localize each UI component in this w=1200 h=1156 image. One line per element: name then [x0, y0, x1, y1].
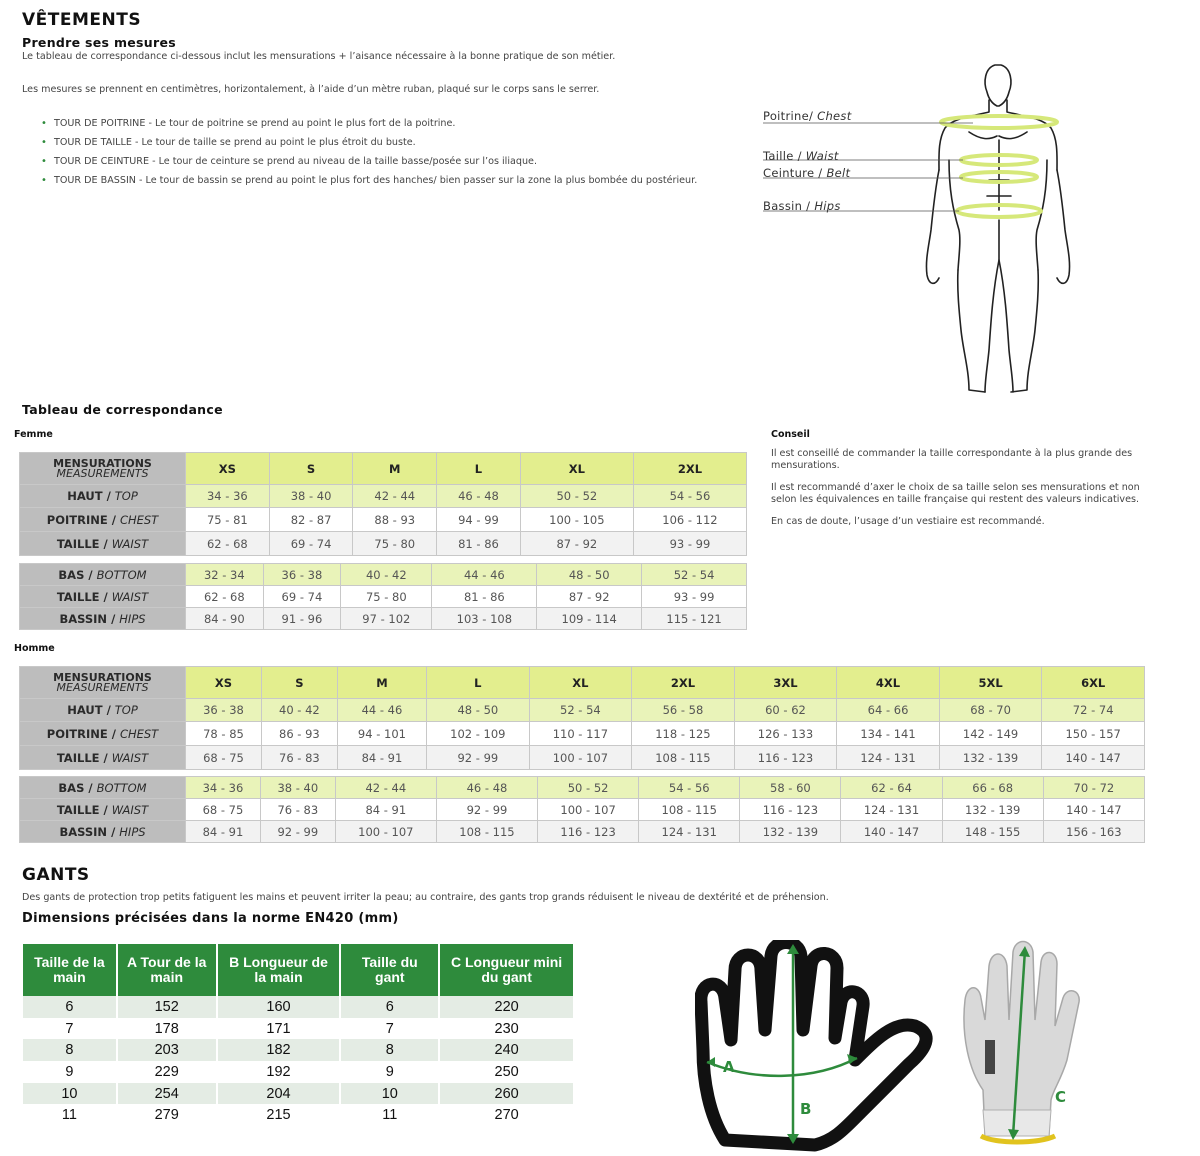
table-cell: 10	[23, 1083, 117, 1105]
table-row	[20, 777, 1145, 799]
table-cell: 178	[117, 1018, 217, 1040]
header-cell: MENSURATIONS MEASUREMENTS	[20, 453, 186, 485]
table-cell: 106 - 112	[633, 508, 746, 532]
row-label: BAS / BOTTOM	[20, 564, 186, 586]
table-cell: 8	[23, 1039, 117, 1061]
table-cell: 42 - 44	[335, 777, 436, 799]
conseil-paragraph: Il est conseillé de commander la taille correspondante à la plus grande des mensurations.	[771, 448, 1133, 471]
table-row	[23, 1018, 574, 1040]
table-cell: 44 - 46	[432, 564, 537, 586]
size-cell: M	[337, 667, 426, 699]
table-cell: 171	[217, 1018, 341, 1040]
table-row	[20, 453, 747, 485]
table-cell: 192	[217, 1061, 341, 1083]
table-cell: 204	[217, 1083, 341, 1105]
table-cell: 108 - 115	[639, 799, 740, 821]
table-cell: 56 - 58	[632, 699, 735, 722]
table-cell: 220	[439, 996, 574, 1018]
table-cell: 230	[439, 1018, 574, 1040]
table-cell: 240	[439, 1039, 574, 1061]
table-cell: 84 - 91	[335, 799, 436, 821]
table-row	[23, 1039, 574, 1061]
table-cell: 81 - 86	[437, 532, 521, 556]
tableau-title: Tableau de correspondance	[22, 402, 223, 417]
table-cell: 142 - 149	[939, 722, 1042, 746]
table-cell: 109 - 114	[537, 608, 642, 630]
table-cell: 36 - 38	[186, 699, 262, 722]
glove-size-table	[23, 944, 575, 1126]
table-cell: 160	[217, 996, 341, 1018]
table-cell: 46 - 48	[436, 777, 537, 799]
table-cell: 48 - 50	[427, 699, 530, 722]
table-cell: 254	[117, 1083, 217, 1105]
size-cell: S	[269, 453, 353, 485]
table-cell: 82 - 87	[269, 508, 353, 532]
table-cell: 62 - 68	[186, 532, 270, 556]
table-row	[20, 485, 747, 508]
homme-top-table	[19, 666, 1145, 770]
waist-label: Taille / Waist	[763, 149, 839, 163]
conseil-paragraph: En cas de doute, l’usage d’un vestiaire est recommandé.	[771, 516, 1045, 527]
table-cell: 270	[439, 1104, 574, 1126]
table-cell: 66 - 68	[942, 777, 1043, 799]
table-cell: 132 - 139	[740, 821, 841, 843]
table-cell: 279	[117, 1104, 217, 1126]
table-cell: 108 - 115	[436, 821, 537, 843]
measure-paragraph: Les mesures se prennent en centimètres, horizontalement, à l’aide d’un mètre ruban, plaqué sur le corps sans le serrer.	[22, 84, 600, 95]
row-label: TAILLE / WAIST	[20, 746, 186, 770]
table-cell: 118 - 125	[632, 722, 735, 746]
homme-label: Homme	[14, 643, 55, 654]
conseil-paragraph: Il est recommandé d’axer le choix de sa taille selon ses mensurations et non selon les équivalences en taille française qui restent des valeurs indicatives.	[771, 482, 1140, 505]
table-cell: 58 - 60	[740, 777, 841, 799]
row-label: POITRINE / CHEST	[20, 722, 186, 746]
table-cell: 68 - 75	[186, 799, 261, 821]
table-cell: 50 - 52	[538, 777, 639, 799]
body-measurement-figure	[763, 60, 1103, 405]
column-header: B Longueur de la main	[217, 944, 341, 996]
table-cell: 93 - 99	[642, 586, 747, 608]
table-cell: 124 - 131	[837, 746, 940, 770]
size-cell: L	[427, 667, 530, 699]
size-cell: 4XL	[837, 667, 940, 699]
table-cell: 94 - 101	[337, 722, 426, 746]
table-cell: 92 - 99	[427, 746, 530, 770]
table-cell: 140 - 147	[1042, 746, 1145, 770]
table-cell: 38 - 40	[269, 485, 353, 508]
table-cell: 115 - 121	[642, 608, 747, 630]
table-cell: 108 - 115	[632, 746, 735, 770]
row-label: HAUT / TOP	[20, 485, 186, 508]
size-cell: XL	[529, 667, 632, 699]
column-header: A Tour de la main	[117, 944, 217, 996]
table-cell: 48 - 50	[537, 564, 642, 586]
conseil-box	[771, 429, 1151, 538]
conseil-title: Conseil	[771, 429, 810, 440]
table-cell: 229	[117, 1061, 217, 1083]
table-cell: 69 - 74	[269, 532, 353, 556]
label-b: B	[800, 1100, 812, 1118]
measure-list	[22, 118, 742, 194]
table-row	[20, 564, 747, 586]
glove-shape	[955, 940, 1085, 1145]
table-cell: 52 - 54	[529, 699, 632, 722]
belt-label: Ceinture / Belt	[763, 166, 851, 180]
table-cell: 32 - 34	[186, 564, 264, 586]
table-cell: 44 - 46	[337, 699, 426, 722]
row-label: POITRINE / CHEST	[20, 508, 186, 532]
header-cell: MENSURATIONS MEASUREMENTS	[20, 667, 186, 699]
table-cell: 148 - 155	[942, 821, 1043, 843]
table-cell: 62 - 68	[186, 586, 264, 608]
column-header: Taille de la main	[23, 944, 117, 996]
table-cell: 54 - 56	[633, 485, 746, 508]
table-cell: 34 - 36	[186, 485, 270, 508]
table-cell: 182	[217, 1039, 341, 1061]
list-item: • TOUR DE POITRINE - Le tour de poitrine se prend au point le plus fort de la poitrine.	[22, 118, 742, 130]
table-cell: 152	[117, 996, 217, 1018]
table-cell: 34 - 36	[186, 777, 261, 799]
table-cell: 8	[340, 1039, 439, 1061]
size-cell: 6XL	[1042, 667, 1145, 699]
table-cell: 75 - 81	[186, 508, 270, 532]
femme-top-table	[19, 452, 747, 556]
homme-bottom-table	[19, 776, 1145, 843]
table-cell: 75 - 80	[353, 532, 437, 556]
table-cell: 116 - 123	[538, 821, 639, 843]
table-cell: 124 - 131	[639, 821, 740, 843]
table-cell: 70 - 72	[1043, 777, 1144, 799]
table-row	[23, 1061, 574, 1083]
table-row	[23, 1104, 574, 1126]
gants-title: GANTS	[22, 865, 90, 885]
table-row	[20, 821, 1145, 843]
table-cell: 126 - 133	[734, 722, 837, 746]
table-cell: 116 - 123	[734, 746, 837, 770]
femme-bottom-table	[19, 563, 747, 630]
table-cell: 50 - 52	[520, 485, 633, 508]
table-cell: 250	[439, 1061, 574, 1083]
row-label: TAILLE / WAIST	[20, 799, 186, 821]
table-cell: 9	[23, 1061, 117, 1083]
table-cell: 132 - 139	[939, 746, 1042, 770]
table-cell: 54 - 56	[639, 777, 740, 799]
table-cell: 102 - 109	[427, 722, 530, 746]
size-cell: XS	[186, 453, 270, 485]
table-cell: 88 - 93	[353, 508, 437, 532]
glove-illustration	[955, 940, 1085, 1145]
table-cell: 7	[23, 1018, 117, 1040]
femme-label: Femme	[14, 429, 53, 440]
hips-label: Bassin / Hips	[763, 199, 841, 213]
row-label: TAILLE / WAIST	[20, 532, 186, 556]
column-header: Taille du gant	[340, 944, 439, 996]
list-item: • TOUR DE TAILLE - Le tour de taille se prend au point le plus étroit du buste.	[22, 137, 742, 149]
table-cell: 68 - 70	[939, 699, 1042, 722]
table-cell: 6	[340, 996, 439, 1018]
table-cell: 134 - 141	[837, 722, 940, 746]
section-subtitle: Prendre ses mesures	[22, 35, 176, 50]
table-cell: 84 - 91	[337, 746, 426, 770]
table-cell: 140 - 147	[1043, 799, 1144, 821]
table-row	[20, 586, 747, 608]
table-row	[20, 722, 1145, 746]
table-cell: 84 - 91	[186, 821, 261, 843]
table-cell: 100 - 105	[520, 508, 633, 532]
table-cell: 64 - 66	[837, 699, 940, 722]
row-label: TAILLE / WAIST	[20, 586, 186, 608]
row-label: BASSIN / HIPS	[20, 608, 186, 630]
row-label: BASSIN / HIPS	[20, 821, 186, 843]
table-cell: 116 - 123	[740, 799, 841, 821]
table-cell: 11	[23, 1104, 117, 1126]
label-a: A	[723, 1058, 735, 1076]
table-cell: 76 - 83	[261, 746, 337, 770]
table-cell: 132 - 139	[942, 799, 1043, 821]
table-cell: 7	[340, 1018, 439, 1040]
table-row	[20, 508, 747, 532]
gants-intro: Des gants de protection trop petits fatiguent les mains et peuvent irriter la peau; au contraire, des gants trop grands réduisent le niveau de dextérité et de préhension.	[22, 892, 829, 903]
table-cell: 10	[340, 1083, 439, 1105]
label-c: C	[1055, 1088, 1067, 1106]
table-cell: 76 - 83	[260, 799, 335, 821]
page-title: VÊTEMENTS	[22, 10, 142, 30]
size-cell: 2XL	[632, 667, 735, 699]
table-cell: 72 - 74	[1042, 699, 1145, 722]
table-row	[20, 667, 1145, 699]
table-cell: 40 - 42	[261, 699, 337, 722]
column-header: C Longueur mini du gant	[439, 944, 574, 996]
table-cell: 91 - 96	[263, 608, 341, 630]
table-cell: 9	[340, 1061, 439, 1083]
table-cell: 87 - 92	[520, 532, 633, 556]
row-label: BAS / BOTTOM	[20, 777, 186, 799]
row-label: HAUT / TOP	[20, 699, 186, 722]
table-cell: 124 - 131	[841, 799, 942, 821]
table-cell: 100 - 107	[538, 799, 639, 821]
table-cell: 69 - 74	[263, 586, 341, 608]
table-cell: 62 - 64	[841, 777, 942, 799]
chest-label: Poitrine/ Chest	[763, 109, 852, 123]
table-cell: 6	[23, 996, 117, 1018]
table-cell: 103 - 108	[432, 608, 537, 630]
table-cell: 46 - 48	[437, 485, 521, 508]
table-row	[23, 1083, 574, 1105]
table-cell: 97 - 102	[341, 608, 432, 630]
table-row	[20, 746, 1145, 770]
table-cell: 40 - 42	[341, 564, 432, 586]
size-cell: 3XL	[734, 667, 837, 699]
table-cell: 260	[439, 1083, 574, 1105]
intro-paragraph: Le tableau de correspondance ci-dessous inclut les mensurations + l’aisance nécessaire à la bonne pratique de son métier.	[22, 51, 616, 62]
table-cell: 84 - 90	[186, 608, 264, 630]
gants-subtitle: Dimensions précisées dans la norme EN420 (mm)	[22, 911, 399, 926]
table-header-row	[23, 944, 574, 996]
hand-outline-illustration	[695, 940, 935, 1155]
table-cell: 150 - 157	[1042, 722, 1145, 746]
table-cell: 78 - 85	[186, 722, 262, 746]
table-cell: 86 - 93	[261, 722, 337, 746]
table-cell: 52 - 54	[642, 564, 747, 586]
table-cell: 11	[340, 1104, 439, 1126]
size-cell: XS	[186, 667, 262, 699]
table-cell: 92 - 99	[260, 821, 335, 843]
size-cell: S	[261, 667, 337, 699]
table-row	[20, 799, 1145, 821]
table-cell: 156 - 163	[1043, 821, 1144, 843]
table-cell: 60 - 62	[734, 699, 837, 722]
table-cell: 92 - 99	[436, 799, 537, 821]
table-cell: 100 - 107	[335, 821, 436, 843]
table-cell: 87 - 92	[537, 586, 642, 608]
size-cell: L	[437, 453, 521, 485]
table-cell: 140 - 147	[841, 821, 942, 843]
table-cell: 203	[117, 1039, 217, 1061]
table-cell: 68 - 75	[186, 746, 262, 770]
table-row	[20, 608, 747, 630]
list-item: • TOUR DE BASSIN - Le tour de bassin se prend au point le plus fort des hanches/ bien passer sur la zone la plus bombée du postérieur.	[22, 175, 742, 187]
table-cell: 42 - 44	[353, 485, 437, 508]
list-item: • TOUR DE CEINTURE - Le tour de ceinture se prend au niveau de la taille basse/posée sur l’os iliaque.	[22, 156, 742, 168]
table-cell: 100 - 107	[529, 746, 632, 770]
table-cell: 81 - 86	[432, 586, 537, 608]
table-cell: 94 - 99	[437, 508, 521, 532]
table-row	[20, 699, 1145, 722]
size-cell: 5XL	[939, 667, 1042, 699]
table-cell: 110 - 117	[529, 722, 632, 746]
table-cell: 215	[217, 1104, 341, 1126]
table-cell: 93 - 99	[633, 532, 746, 556]
size-cell: 2XL	[633, 453, 746, 485]
table-cell: 75 - 80	[341, 586, 432, 608]
table-cell: 38 - 40	[260, 777, 335, 799]
hand-measurement-diagram	[695, 940, 935, 1155]
table-row	[20, 532, 747, 556]
table-row	[23, 996, 574, 1018]
table-cell: 36 - 38	[263, 564, 341, 586]
size-cell: M	[353, 453, 437, 485]
size-cell: XL	[520, 453, 633, 485]
